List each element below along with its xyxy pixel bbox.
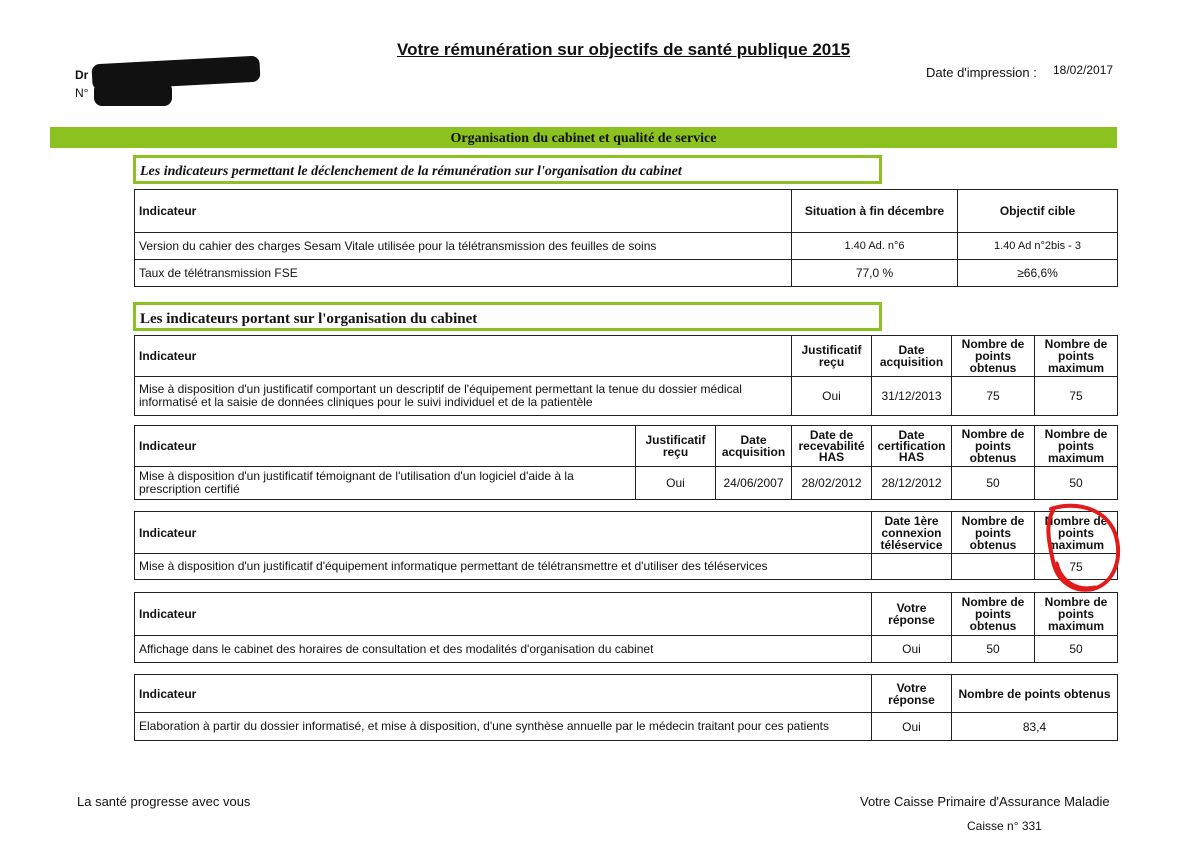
header-votre-reponse: Votre réponse [872, 593, 952, 636]
section-band: Organisation du cabinet et qualité de service [50, 127, 1117, 148]
points-maximum-value: 75 [1035, 377, 1118, 416]
points-maximum-value: 75 [1035, 554, 1118, 580]
table-header-row [135, 190, 1118, 233]
points-maximum-value: 50 [1035, 467, 1118, 500]
situation-value: 77,0 % [792, 260, 958, 287]
header-date-recevabilite: Date de recevabilité HAS [792, 426, 872, 467]
header-indicateur: Indicateur [135, 190, 792, 233]
points-maximum-value: 50 [1035, 636, 1118, 663]
table-header-row [135, 336, 1118, 377]
header-indicateur: Indicateur [135, 675, 872, 713]
footer-slogan: La santé progresse avec vous [77, 794, 251, 809]
indicator-text: Mise à disposition d'un justificatif comportant un descriptif de l'équipement permettant la tenue du dossier médical informatisé et la saisie de données cliniques pour le suivi individuel et de la patientèle [135, 377, 792, 416]
justificatif-value: Oui [636, 467, 716, 500]
table-trigger-indicators [134, 189, 1118, 287]
header-points-maximum: Nombre de points maximum [1035, 426, 1118, 467]
header-points-obtenus: Nombre de points obtenus [952, 512, 1035, 554]
date-acquisition-value: 24/06/2007 [716, 467, 792, 500]
points-obtenus-value: 83,4 [952, 713, 1118, 741]
table-row [135, 467, 1118, 500]
red-circle-annotation [1043, 503, 1123, 595]
header-objectif: Objectif cible [958, 190, 1118, 233]
header-situation: Situation à fin décembre [792, 190, 958, 233]
header-points-obtenus: Nombre de points obtenus [952, 336, 1035, 377]
table-row [135, 377, 1118, 416]
indicator-text: Affichage dans le cabinet des horaires de consultation et des modalités d'organisation du cabinet [135, 636, 872, 663]
points-obtenus-value: 50 [952, 636, 1035, 663]
date-connexion-value [872, 554, 952, 580]
header-indicateur: Indicateur [135, 336, 792, 377]
header-date-acquisition: Date acquisition [716, 426, 792, 467]
footer-caisse-number: Caisse n° 331 [967, 819, 1042, 833]
reponse-value: Oui [872, 636, 952, 663]
indicator-text: Mise à disposition d'un justificatif d'équipement informatique permettant de télétransmettre et d'utiliser des téléservices [135, 554, 872, 580]
number-prefix: N° [75, 86, 89, 100]
header-indicateur: Indicateur [135, 593, 872, 636]
points-obtenus-value: 50 [952, 467, 1035, 500]
table-row [135, 554, 1118, 580]
table-row [135, 260, 1118, 287]
header-date-acquisition: Date acquisition [872, 336, 952, 377]
justificatif-value: Oui [792, 377, 872, 416]
header-indicateur: Indicateur [135, 426, 636, 467]
date-acquisition-value: 31/12/2013 [872, 377, 952, 416]
doctor-prefix: Dr [75, 68, 89, 82]
table-office-hours [134, 592, 1118, 663]
header-points-obtenus: Nombre de points obtenus [952, 593, 1035, 636]
header-justificatif: Justificatif reçu [636, 426, 716, 467]
indicator-text: Version du cahier des charges Sesam Vitale utilisée pour la télétransmission des feuilles de soins [135, 233, 792, 260]
indicator-text: Mise à disposition d'un justificatif témoignant de l'utilisation d'un logiciel d'aide à la prescription certifié [135, 467, 636, 500]
table-header-row [135, 675, 1118, 713]
header-points-maximum: Nombre de points maximum [1035, 512, 1118, 554]
indicator-text: Taux de télétransmission FSE [135, 260, 792, 287]
table-row [135, 713, 1118, 741]
header-points-maximum: Nombre de points maximum [1035, 593, 1118, 636]
date-certification-value: 28/12/2012 [872, 467, 952, 500]
reponse-value: Oui [872, 713, 952, 741]
header-points-obtenus: Nombre de points obtenus [952, 426, 1035, 467]
table-prescription-software [134, 425, 1118, 500]
objective-value: 1.40 Ad n°2bis - 3 [958, 233, 1118, 260]
footer-cpam: Votre Caisse Primaire d'Assurance Maladie [860, 794, 1110, 809]
header-points-maximum: Nombre de points maximum [1035, 336, 1118, 377]
table-header-row [135, 512, 1118, 554]
header-points-obtenus: Nombre de points obtenus [952, 675, 1118, 713]
table-header-row [135, 593, 1118, 636]
table-teleservices [134, 511, 1118, 580]
section-title-organisation: Les indicateurs portant sur l'organisation du cabinet [133, 302, 882, 331]
header-votre-reponse: Votre réponse [872, 675, 952, 713]
table-equipment-dossier [134, 335, 1118, 416]
header-indicateur: Indicateur [135, 512, 872, 554]
header-date-connexion: Date 1ère connexion téléservice [872, 512, 952, 554]
print-date-label: Date d'impression : [926, 65, 1037, 80]
table-row [135, 233, 1118, 260]
redaction-number [94, 82, 172, 106]
objective-value: ≥66,6% [958, 260, 1118, 287]
print-date: 18/02/2017 [1053, 63, 1114, 77]
table-header-row [135, 426, 1118, 467]
table-annual-synthesis [134, 674, 1118, 741]
table-row [135, 636, 1118, 663]
points-obtenus-value [952, 554, 1035, 580]
header-date-certification: Date certification HAS [872, 426, 952, 467]
header-justificatif: Justificatif reçu [792, 336, 872, 377]
date-recevabilite-value: 28/02/2012 [792, 467, 872, 500]
situation-value: 1.40 Ad. n°6 [792, 233, 958, 260]
points-obtenus-value: 75 [952, 377, 1035, 416]
section-title-trigger: Les indicateurs permettant le déclenchement de la rémunération sur l'organisation du cabinet [133, 155, 882, 184]
indicator-text: Elaboration à partir du dossier informatisé, et mise à disposition, d'une synthèse annuelle par le médecin traitant pour ces patients [135, 713, 872, 741]
page-title: Votre rémunération sur objectifs de santé publique 2015 [397, 40, 851, 59]
